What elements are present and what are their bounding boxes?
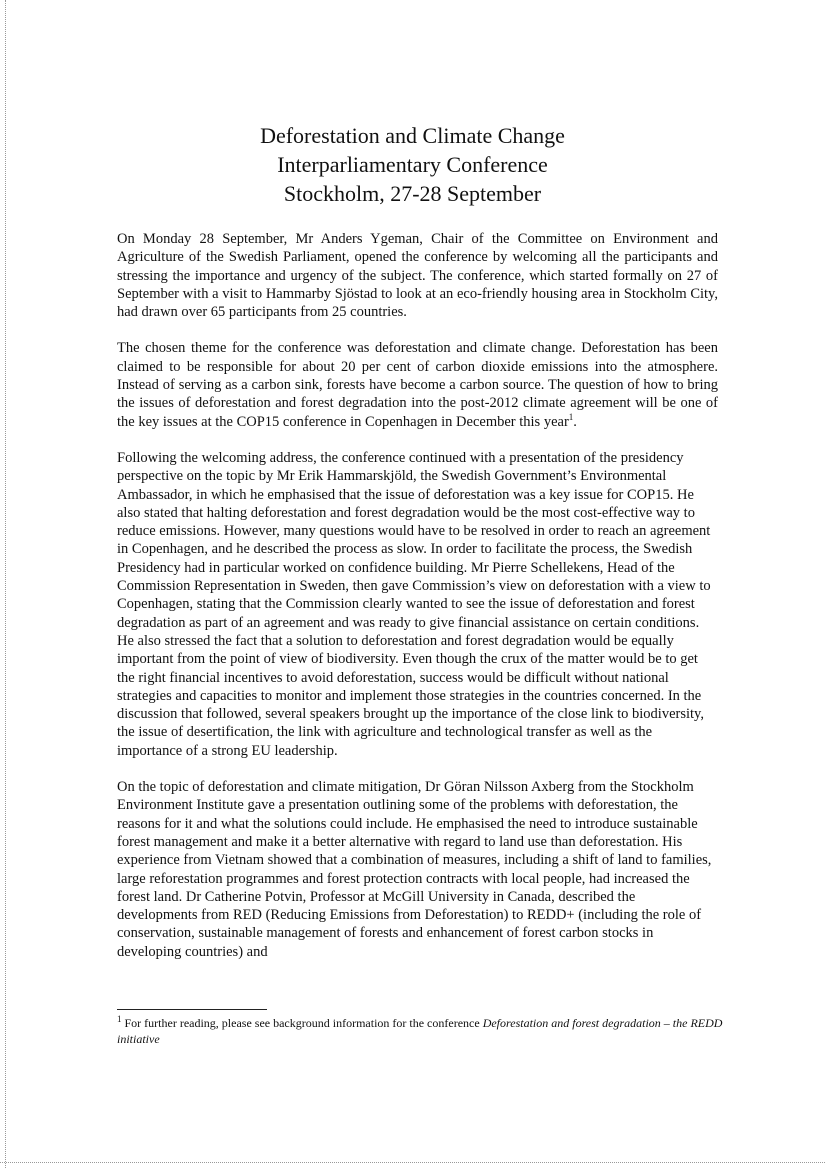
paragraph-presidency: Following the welcoming address, the conference continued with a presentation of the presidency perspective on the topic by Mr Erik Hammarskjöld, the Swedish Government’s Environmental Ambassador, in which he emphasised that the issue of deforestation was a key issue for COP15. He also stated that halting deforestation and forest degradation would be the most cost-effective way to reduce emissions. However, many questions would have to be resolved in order to reach an agreement in Copenhagen, and he described the process as slow. In order to facilitate the process, the Swedish Presidency had in particular worked on confidence building. Mr Pierre Schellekens, Head of the Commission Representation in Sweden, then gave Commission’s view on deforestation with a view to Copenhagen, stating that the Commission clearly wanted to see the issue of deforestation and forest degradation as part of an agreement and was ready to give financial assistance on certain conditions. He also stressed the fact that a solution to deforestation and forest degradation would be equally important from the point of view of biodiversity. Even though the crux of the matter would be to get the right financial incentives to avoid deforestation, success would be difficult without national strategies and capacities to monitor and implement those strategies in the countries concerned. In the discussion that followed, several speakers brought up the importance of the close link to biodiversity, the issue of desertification, the link with agriculture and technological transfer as well as the importance of a strong EU leadership. [117, 449, 711, 759]
footnote-text: For further reading, please see background information for the conference [121, 1016, 483, 1030]
paragraph-theme [117, 339, 718, 430]
footnote-marker: 1 [117, 1014, 122, 1024]
document-title [0, 121, 825, 208]
footnote-reference: 1 [568, 411, 574, 422]
page-edge-bottom [0, 1162, 825, 1163]
title-line-2: Interparliamentary Conference [277, 152, 548, 177]
title-line-1: Deforestation and Climate Change [260, 123, 565, 148]
paragraph-mitigation: On the topic of deforestation and climate mitigation, Dr Göran Nilsson Axberg from the Stockholm Environment Institute gave a presentation outlining some of the problems with deforestation, the reasons for it and what the solutions could include. He emphasised the need to introduce sustainable forest management and make it a better alternative with regard to land use than deforestation. His experience from Vietnam showed that a combination of measures, including a shift of land to families, large reforestation programmes and forest protection contracts with local people, had increased the forest land. Dr Catherine Potvin, Professor at McGill University in Canada, described the developments from RED (Reducing Emissions from Deforestation) to REDD+ (including the role of conservation, sustainable management of forests and enhancement of forest carbon stocks in developing countries) and [117, 779, 712, 960]
footnote [117, 1016, 727, 1047]
paragraph-theme-end: . [573, 413, 577, 430]
paragraph-opening: On Monday 28 September, Mr Anders Ygeman, Chair of the Committee on Environment and Agriculture of the Swedish Parliament, opened the conference by welcoming all the participants and stressing the importance and urgency of the subject. The conference, which started formally on 27 of September with a visit to Hammarby Sjöstad to look at an eco-friendly housing area in Stockholm City, had drawn over 65 participants from 25 countries. [117, 231, 718, 321]
footnote-divider [117, 1009, 267, 1010]
footnote-italic-title: Deforestation and forest degradation – the REDD initiative [117, 1016, 723, 1046]
title-line-3: Stockholm, 27-28 September [283, 181, 542, 206]
paragraph-theme-text: The chosen theme for the conference was deforestation and climate change. Deforestation has been claimed to be responsible for about 20 per cent of carbon dioxide emissions into the atmosphere. Instead of serving as a carbon sink, forests have become a carbon source. The question of how to bring the issues of deforestation and forest degradation into the post-2012 climate agreement will be one of the key issues at the COP15 conference in Copenhagen in December this year [117, 340, 718, 430]
document-body [117, 230, 718, 979]
